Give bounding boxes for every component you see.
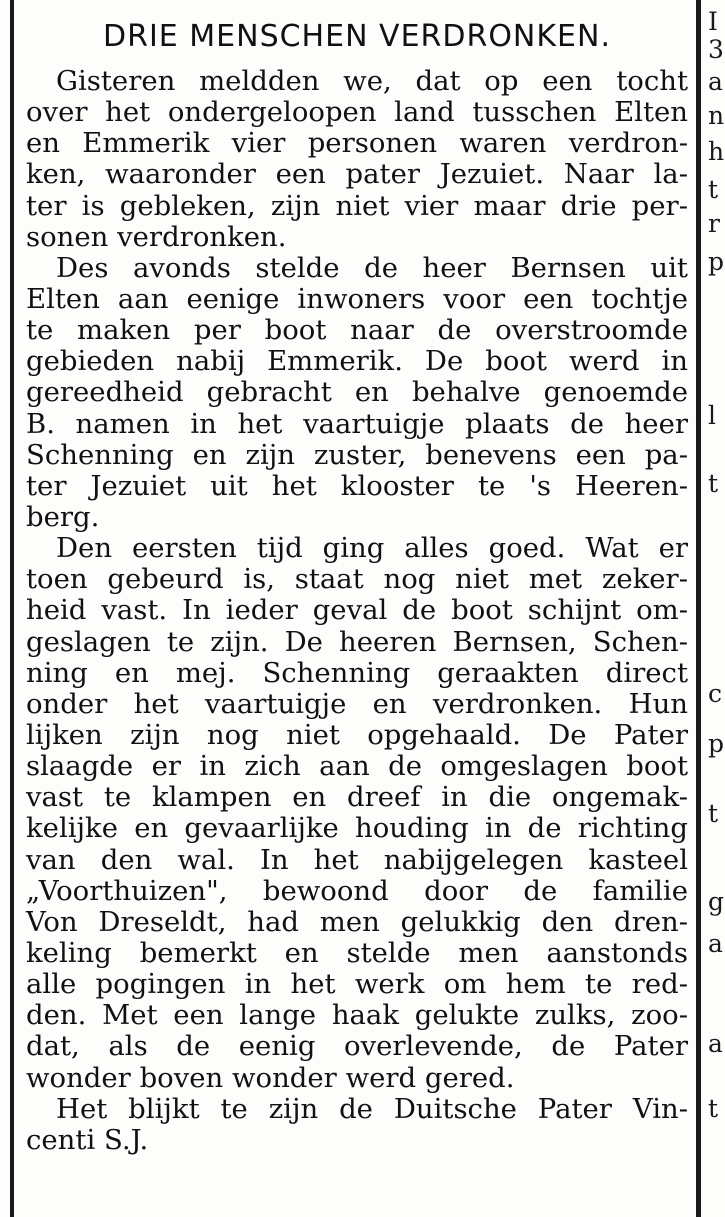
- column-fragment-letter: a: [708, 1029, 723, 1058]
- column-fragment-letter: r: [708, 209, 720, 238]
- column-fragment-letter: c: [708, 679, 723, 708]
- article: [26, 10, 688, 1156]
- column-fragment-letter: 3: [708, 35, 724, 64]
- text-line: Het blijkt te zijn de Duitsche Pater Vin-: [56, 1092, 688, 1125]
- text-line: „Voorthuizen", bewoond door de familie: [26, 874, 688, 907]
- text-line: B. namen in het vaartuigje plaats de heer: [26, 407, 688, 440]
- text-line: Den eersten tijd ging alles goed. Wat er: [56, 532, 688, 565]
- column-fragment-letter: t: [708, 799, 719, 828]
- text-line: dat, als de eenig overlevende, de Pater: [26, 1030, 688, 1063]
- paragraph: [26, 253, 688, 533]
- text-line: keling bemerkt en stelde men aanstonds: [26, 936, 688, 969]
- text-line: onder het vaartuigje en verdronken. Hun: [26, 687, 688, 720]
- column-fragment-letter: g: [708, 887, 725, 916]
- text-line: Von Dreseldt, had men gelukkig den dren-: [26, 905, 688, 938]
- column-fragment-letter: p: [708, 729, 725, 758]
- column-fragment-letter: a: [708, 929, 723, 958]
- text-line: Schenning en zijn zuster, benevens een pa-: [26, 438, 688, 471]
- text-line: den. Met een lange haak gelukte zulks, zoo-: [26, 999, 688, 1032]
- text-line: gereedheid gebracht en behalve genoemde: [26, 376, 688, 409]
- column-fragment-letter: n: [708, 101, 725, 130]
- text-line: centi S.J.: [26, 1123, 149, 1156]
- text-line: alle pogingen in het werk om hem te red-: [26, 968, 688, 1001]
- text-line: Elten aan eenige inwoners voor een tochtje: [26, 282, 688, 315]
- text-line: Des avonds stelde de heer Bernsen uit: [56, 251, 688, 284]
- column-fragment-letter: t: [708, 175, 719, 204]
- text-line: van den wal. In het nabijgelegen kasteel: [26, 843, 688, 876]
- text-line: ter is gebleken, zijn niet vier maar drie per-: [26, 189, 688, 222]
- text-line: Gisteren meldden we, dat op een tocht: [56, 65, 688, 97]
- text-line: sonen verdronken.: [26, 220, 287, 253]
- text-line: berg.: [26, 500, 100, 533]
- right-column-rule: [696, 0, 701, 1217]
- paragraph: [26, 66, 688, 253]
- column-fragment-letter: l: [708, 401, 716, 430]
- column-fragment-letter: t: [708, 1094, 719, 1123]
- text-line: kelijke en gevaarlijke houding in de richting: [26, 812, 688, 845]
- column-fragment-letter: t: [708, 469, 719, 498]
- text-line: wonder boven wonder werd gered.: [26, 1061, 515, 1094]
- column-fragment-letter: a: [708, 67, 723, 96]
- text-line: en Emmerik vier personen waren verdron-: [26, 127, 688, 160]
- headline: DRIE MENSCHEN VERDRONKEN.: [103, 19, 611, 54]
- adjacent-column-fragment: [706, 0, 725, 1217]
- column-fragment-letter: h: [708, 137, 725, 166]
- text-line: geslagen te zijn. De heeren Bernsen, Schen-: [26, 625, 688, 658]
- left-column-rule: [10, 0, 14, 1217]
- text-line: vast te klampen en dreef in die ongemak-: [26, 781, 688, 814]
- text-line: te maken per boot naar de overstroomde: [26, 314, 688, 347]
- text-line: over het ondergeloopen land tusschen Elten: [26, 96, 688, 129]
- paragraph: [26, 1094, 688, 1156]
- text-line: ter Jezuiet uit het klooster te 's Heeren-: [26, 469, 688, 502]
- column-fragment-letter: p: [708, 247, 725, 276]
- text-line: gebieden nabij Emmerik. De boot werd in: [26, 345, 688, 378]
- text-line: heid vast. In ieder geval de boot schijnt om-: [26, 594, 688, 627]
- column-fragment-letter: I: [708, 7, 718, 36]
- article-body: [26, 66, 688, 1156]
- paragraph: [26, 533, 688, 1094]
- text-line: slaagde er in zich aan de omgeslagen boot: [26, 750, 688, 783]
- text-line: ken, waaronder een pater Jezuiet. Naar la-: [26, 158, 688, 191]
- text-line: toen gebeurd is, staat nog niet met zeker-: [26, 563, 688, 596]
- text-line: ning en mej. Schenning geraakten direct: [26, 656, 688, 689]
- text-line: lijken zijn nog niet opgehaald. De Pater: [26, 718, 688, 751]
